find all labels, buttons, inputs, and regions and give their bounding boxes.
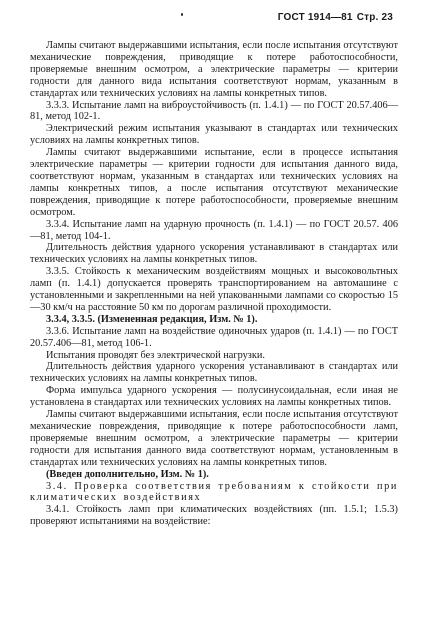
paragraph-shock-duration: Длительность действия ударного ускорения устанавливают в стандартах или технических условиях на лампы конкретных типов. — [30, 242, 398, 266]
paragraph-vibration-criteria: Лампы считают выдержавшими испытания, если после испытания отсутствуют механические повреждения, приводящие к потере работоспособности, проверяемые внешним осмотром, а электрические параметры — критерии годности для данного вида испытания соответствуют нормам, указанным в стандартах или технических условиях на лампы конкретных типов. — [30, 40, 398, 99]
paragraph-3-3-3: 3.3.3. Испытание ламп на виброустойчивость (п. 1.4.1) — по ГОСТ 20.57.406—81, метод 102-1. — [30, 99, 398, 123]
page-header — [278, 12, 393, 23]
paragraph-shock-duration-2: Длительность действия ударного ускорения устанавливают в стандартах или технических условиях на лампы конкретных типов. — [30, 361, 398, 385]
paragraph-3-3-4: 3.3.4. Испытание ламп на ударную прочность (п. 1.4.1) — по ГОСТ 20.57. 406—81, метод 104-1. — [30, 218, 398, 242]
paragraph-electrical-mode: Электрический режим испытания указывают в стандартах или технических условиях на лампы конкретных типов. — [30, 123, 398, 147]
paragraph-single-shock-pass-criteria: Лампы считают выдержавшими испытания, если после испытания отсутствуют механические повреждения, приводящие к потере работоспособности ламп, проверяемые внешним осмотром, а электрические параметры — критерии годности для испытания данного вида соответствуют нормам, установленным в стандартах или технических условиях на лампы конкретных типов. — [30, 409, 398, 468]
paragraph-3-3-5: 3.3.5. Стойкость к механическим воздействиям мощных и высоковольтных ламп (п. 1.4.1) допускается проверять транспортированием на автомашине с установленными и закрепленными на ней упакованными лампами со скоростью 15—30 км/ч на расстояние 50 км по дорогам различной проходимости. — [30, 266, 398, 313]
paragraph-3-4-1: 3.4.1. Стойкость ламп при климатических воздействиях (пп. 1.5.1; 1.5.3) проверяют испытаниями на воздействие: — [30, 504, 398, 528]
paragraph-3-3-6: 3.3.6. Испытание ламп на воздействие одиночных ударов (п. 1.4.1) — по ГОСТ 20.57.406—81, метод 106-1. — [30, 325, 398, 349]
print-speck — [181, 13, 183, 16]
paragraph-no-load: Испытания проводят без электрической нагрузки. — [46, 349, 265, 361]
paragraph-pulse-shape: Форма импульса ударного ускорения — полусинусоидальная, если иная не установлена в стандартах или технических условиях на лампы конкретных типов. — [30, 385, 398, 409]
amendment-note-revised: 3.3.4, 3.3.5. (Измененная редакция, Изм. № 1). — [46, 313, 258, 325]
paragraph-vibration-pass-criteria: Лампы считают выдержавшими испытание, если в процессе испытания электрические параметры — критерии годности для испытания данного вида, соответствуют нормам, указанным в стандартах или технических условиях на лампы конкретных типов, а после испытания отсутствуют механические повреждения, приводящие к потере работоспособности, проверяемые внешним осмотром. — [30, 147, 398, 218]
standard-number: ГОСТ 1914—81 — [277, 12, 353, 23]
document-body — [30, 40, 398, 528]
page-number: Стр. 23 — [356, 12, 393, 23]
section-heading-3-4: 3.4. Проверка соответствия требованиям к стойкости при климатических воздействиях — [30, 480, 398, 504]
amendment-note-added: (Введен дополнительно, Изм. № 1). — [46, 468, 209, 480]
